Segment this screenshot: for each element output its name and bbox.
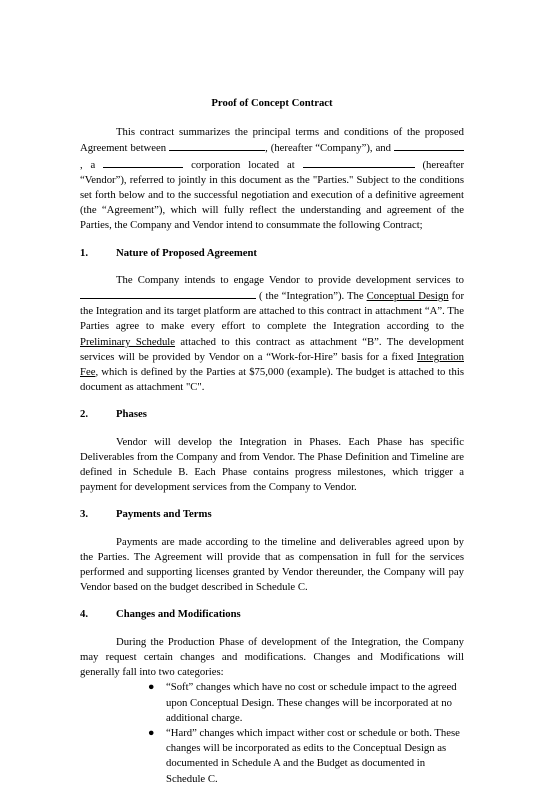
company-name-blank: [169, 140, 265, 151]
section-body: [80, 273, 464, 396]
intro-text-1: This contract summarizes the principal terms and conditions of the proposed Agreement between: [80, 126, 464, 155]
list-item: [146, 726, 464, 787]
intro-text-3: , a: [80, 158, 104, 171]
list-item: [146, 680, 464, 726]
section-title: Payments and Terms: [116, 508, 212, 521]
intro-text-5: (hereafter “Vendor”), referred to jointly in this document as the "Parties." Subject to the conditions set forth below and to the successful negotiation and execution of a definitive agreement (the “Agreement”), which will fully reflect the understanding and agreement of the Parties, the Company and Vendor intend to consummate the following Contract;: [80, 158, 465, 232]
vendor-state-blank: [103, 157, 183, 168]
list-item-text: “Hard” changes which impact wither cost or schedule or both. These changes will be incorporated as edits to the Conceptual Design as documented in Schedule A and the Budget as documented in Schedule C.: [166, 726, 460, 785]
section-body: Payments are made according to the timeline and deliverables agreed upon by the Parties. The Agreement will provide that as compensation in full for the services performed and supporting licenses granted by Vendor thereunder, the Company will pay Vendor based on the budget described in Schedule C.: [80, 535, 464, 594]
section-heading: [80, 407, 464, 422]
intro-paragraph: [80, 125, 464, 233]
section-body: During the Production Phase of development of the Integration, the Company may request certain changes and modifications. Changes and Modifications will generally fall into two categories:: [80, 635, 464, 679]
intro-text-4: corporation located at: [183, 158, 303, 171]
section1-text-2: ( the “Integration”). The: [256, 290, 367, 303]
section-2: [80, 407, 464, 495]
section1-text-5: , which is defined by the Parties at $75,000 (example). The budget is attached to this document as attachment "C".: [80, 366, 464, 394]
document-title: Proof of Concept Contract: [211, 97, 333, 109]
section-1: [80, 246, 464, 396]
section-number: 2.: [80, 408, 89, 421]
section-3: [80, 507, 464, 595]
section-number: 4.: [80, 608, 89, 621]
section-number: 3.: [80, 508, 89, 521]
section-4: [80, 607, 464, 786]
section-title: Changes and Modifications: [116, 608, 241, 621]
section-heading: [80, 607, 464, 622]
bullet-icon: ●: [148, 726, 155, 739]
vendor-name-blank: [394, 140, 464, 151]
bullet-icon: ●: [148, 681, 155, 694]
list-item-text: “Soft” changes which have no cost or schedule impact to the agreed upon Conceptual Design. These changes will be incorporated at no additional charge.: [166, 681, 457, 724]
section1-text-3: for the Integration and its target platform are attached to this contract in attachment “A”. The Parties agree to make every effort to complete the Integration according to the: [80, 290, 464, 333]
integration-fee-term: Integration Fee: [80, 350, 464, 379]
intro-text-2: , (hereafter “Company”), and: [265, 142, 394, 155]
conceptual-design-term: Conceptual Design: [366, 290, 449, 303]
integration-name-blank: [80, 288, 256, 299]
changes-list: [80, 680, 464, 786]
section-title: Nature of Proposed Agreement: [116, 246, 257, 259]
section-body: Vendor will develop the Integration in Phases. Each Phase has specific Deliverables from the Company and from Vendor. The Phase Definition and Timeline are defined in Schedule B. Each Phase contains progress milestones, which trigger a payment for development services from the Company to Vendor.: [80, 435, 464, 494]
section-heading: [80, 507, 464, 522]
preliminary-schedule-term: Preliminary Schedule: [80, 335, 176, 348]
section1-text-1: The Company intends to engage Vendor to provide development services to: [116, 273, 464, 286]
vendor-address-blank: [303, 157, 415, 168]
section1-text-4: attached to this contract as attachment “B”. The development services will be provided by Vendor on a “Work-for-Hire” basis for a fixed: [80, 335, 465, 363]
section-heading: [80, 246, 464, 261]
section-number: 1.: [80, 246, 89, 259]
section-title: Phases: [116, 408, 147, 421]
